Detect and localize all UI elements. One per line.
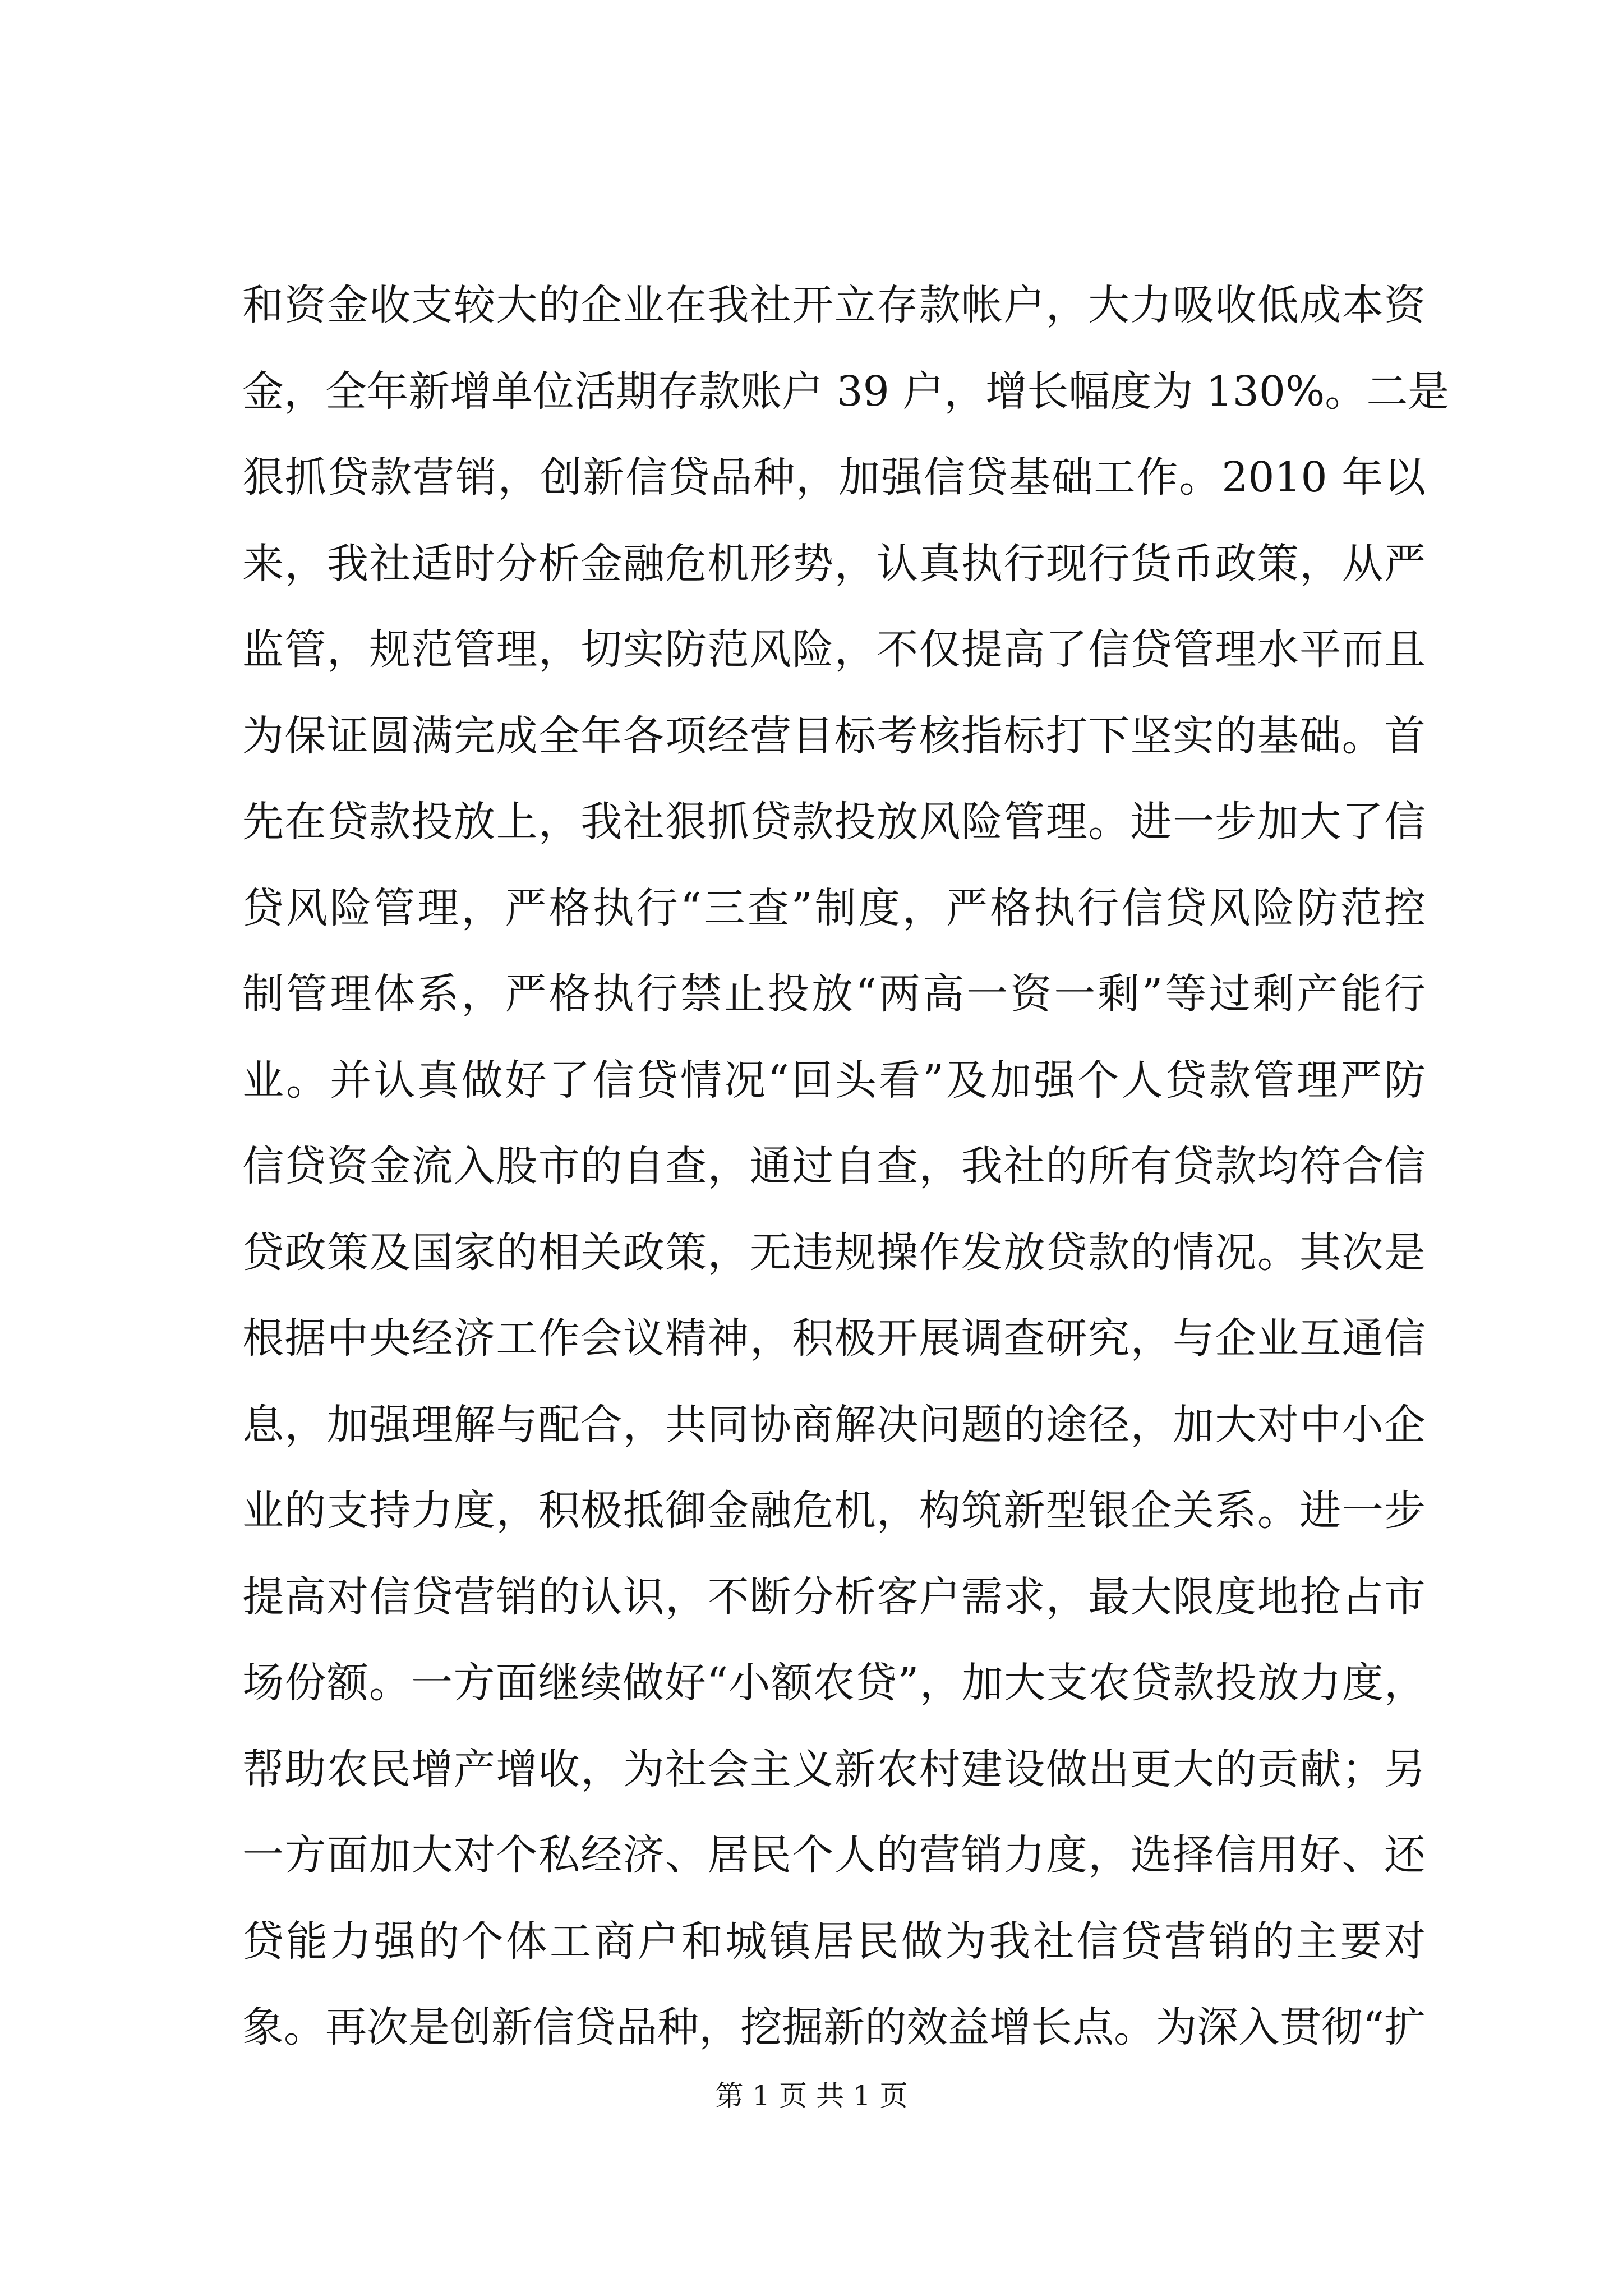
- text-line: 贷风险管理，严格执行“三查”制度，严格执行信贷风险防范控: [242, 884, 1426, 932]
- text-line: 贷能力强的个体工商户和城镇居民做为我社信贷营销的主要对: [242, 1917, 1426, 1966]
- text-line: 根据中央经济工作会议精神，积极开展调查研究，与企业互通信: [242, 1314, 1426, 1363]
- text-line: 为保证圆满完成全年各项经营目标考核指标打下坚实的基础。首: [242, 711, 1426, 760]
- text-line: 一方面加大对个私经济、居民个人的营销力度，选择信用好、还: [242, 1831, 1426, 1879]
- text-line: 贷政策及国家的相关政策，无违规操作发放贷款的情况。其次是: [242, 1228, 1426, 1277]
- page-number-label: 第 1 页 共 1 页: [715, 2079, 908, 2112]
- text-line: 业的支持力度，积极抵御金融危机，构筑新型银企关系。进一步: [242, 1487, 1426, 1535]
- text-line: 和资金收支较大的企业在我社开立存款帐户，大力吸收低成本资: [242, 281, 1426, 329]
- text-line: 狠抓贷款营销，创新信贷品种，加强信贷基础工作。2010 年以: [242, 453, 1426, 501]
- text-line: 提高对信贷营销的认识，不断分析客户需求，最大限度地抢占市: [242, 1572, 1426, 1621]
- text-line: 监管，规范管理，切实防范风险，不仅提高了信贷管理水平而且: [242, 625, 1426, 674]
- text-line: 业。并认真做好了信贷情况“回头看”及加强个人贷款管理严防: [242, 1056, 1426, 1105]
- text-line: 帮助农民增产增收，为社会主义新农村建设做出更大的贡献；另: [242, 1745, 1426, 1793]
- text-line: 金，全年新增单位活期存款账户 39 户，增长幅度为 130%。二是: [242, 367, 1450, 416]
- text-line: 场份额。一方面继续做好“小额农贷”，加大支农贷款投放力度，: [242, 1659, 1426, 1707]
- text-line: 信贷资金流入股市的自查，通过自查，我社的所有贷款均符合信: [242, 1142, 1426, 1190]
- text-line: 制管理体系，严格执行禁止投放“两高一资一剩”等过剩产能行: [242, 970, 1426, 1018]
- body-paragraph: [242, 263, 1450, 2071]
- text-line: 先在贷款投放上，我社狠抓贷款投放风险管理。进一步加大了信: [242, 798, 1426, 846]
- text-line: 息，加强理解与配合，共同协商解决问题的途径，加大对中小企: [242, 1400, 1426, 1449]
- text-line: 来，我社适时分析金融危机形势，认真执行现行货币政策，从严: [242, 539, 1426, 588]
- page-footer: [0, 2079, 1623, 2113]
- text-line: 象。再次是创新信贷品种，挖掘新的效益增长点。为深入贯彻“扩: [242, 2003, 1426, 2051]
